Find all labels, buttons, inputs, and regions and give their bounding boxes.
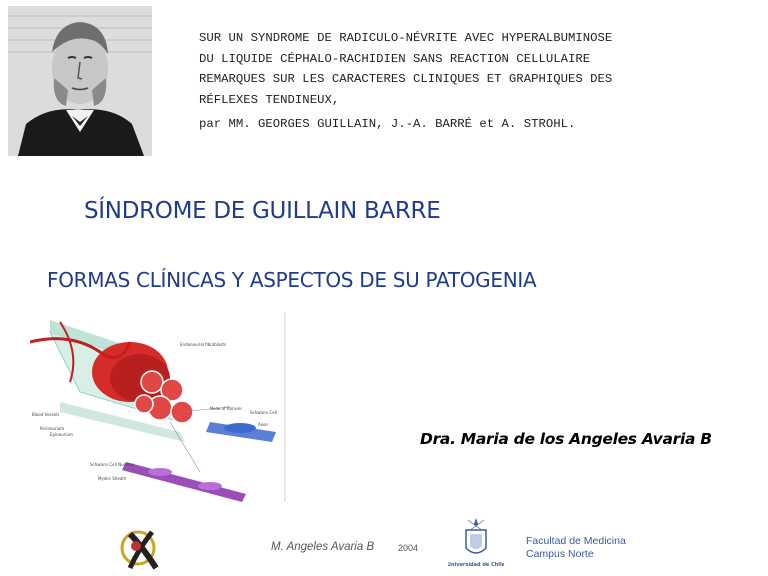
citation-line: SUR UN SYNDROME DE RADICULO-NÉVRITE AVEC HYPERALBUMINOSE	[199, 31, 613, 45]
university-name: Universidad de Chile	[448, 562, 504, 568]
label-perineurium: Perineurium	[40, 426, 65, 431]
citation-block	[199, 28, 739, 135]
label-schwann-nucleus: Schwann Cell Nucleus	[90, 462, 135, 467]
slide-subtitle: FORMAS CLÍNICAS Y ASPECTOS DE SU PATOGENIA	[47, 268, 537, 292]
footer-presenter: M. Angeles Avaria B	[271, 541, 375, 553]
faculty-label	[526, 535, 626, 561]
label-endoneurial: Endoneurial fibroblasts	[180, 342, 227, 347]
footer-year: 2004	[398, 543, 419, 553]
university-logo	[448, 516, 504, 572]
citation-authors: par MM. GEORGES GUILLAIN, J.-A. BARRÉ et A. STROHL.	[199, 117, 576, 131]
label-epineurium: Epineurium	[50, 432, 73, 437]
citation-line: DU LIQUIDE CÉPHALO-RACHIDIEN SANS REACTION CELLULAIRE	[199, 51, 591, 66]
label-schwann-cell: Schwann Cell	[250, 410, 277, 415]
citation-line: RÉFLEXES TENDINEUX,	[199, 92, 340, 107]
label-blood-vessels: Blood Vessels	[32, 412, 60, 417]
author-name: Dra. Maria de los Angeles Avaria B	[420, 430, 712, 448]
label-node-ranvier: Node of Ranvier	[210, 406, 243, 411]
label-myelin-sheath: Myelin Sheath	[98, 476, 127, 481]
faculty-line-1: Facultad de Medicina	[526, 535, 626, 547]
faculty-line-2: Campus Norte	[526, 548, 594, 560]
slide-title: SÍNDROME DE GUILLAIN BARRE	[84, 198, 441, 224]
label-axon: Axon	[258, 422, 268, 427]
citation-line: REMARQUES SUR LES CARACTERES CLINIQUES ET GRAPHIQUES DES	[199, 72, 613, 86]
portrait-image	[8, 6, 152, 156]
society-logo-icon	[116, 524, 166, 572]
nerve-illustration	[30, 312, 288, 502]
